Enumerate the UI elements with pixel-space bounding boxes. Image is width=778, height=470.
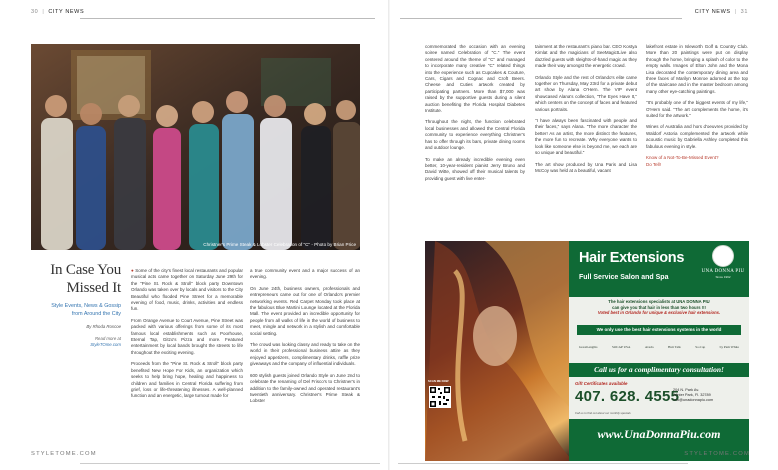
ad-phone-number[interactable]: 407. 628. 4555 [575, 388, 680, 405]
article-headline-block [27, 262, 121, 348]
right-page-header: CITY NEWS | 31 [694, 9, 748, 15]
paragraph: From Orange Avenue to Court Avenue, Pine Street was packed with various offerings from some of its most famous local establishments such as Poorhouse, Eternal Tap, Gitzo's Pizza and more. Featured entertainment by local bands brought the streets to life throughout the exciting evening. [131, 317, 243, 355]
salon-logo-icon [712, 245, 734, 267]
bullet-icon: ● [131, 268, 136, 273]
right-header-rule [400, 18, 682, 19]
right-footer: STYLETOME.COM [684, 451, 750, 457]
photo-caption: Christner's Prime Steak & Lobster Celebration of "C" - Photo by Brian Price [203, 242, 356, 247]
paragraph: 600 stylish guests joined Orlando Style on June 2nd to celebrate the renaming of Del Frisco's to Christner's in addition to the family-owned and operated restaurant's twentieth anniversary. Christner's Prime Steak & Lobster [250, 372, 360, 404]
qr-label: SCAN ME NOW [428, 379, 449, 383]
event-tip-link[interactable]: Know of a Not-To-Be-Missed Event? Do Tell! [646, 155, 719, 167]
right-page-number: 31 [740, 9, 748, 15]
brand-logo: Aveda [644, 345, 654, 349]
page-gutter [388, 0, 390, 470]
paragraph: tainment at the restaurant's piano bar. CEO Kostya Kimlat and the magicians of SeeMagictLive also dazzled guests with sleights-of-hand magic as they made their way amongst the energetic crowd. [535, 44, 637, 69]
paragraph: lakefront estate in Isleworth Golf & Country Club. More than 20 paintings were put on display through the home, bringing a splash of color to the empty walls. Images of Elton John and the Mona Lisa decorated the contemporary dining area and three faces of Marilyn Monroe adorned at the top of the staircase and in the master bedroom among many other eye-catching paintings. [646, 44, 748, 94]
ad-address: 204 N. Park Av. Winter Park, Fl. 32789 info@unadonnapiu.com [673, 388, 714, 402]
ad-body-text: The hair extensions specialists at UNA DONNA PIU can give you that hair in less than two hours !!! Voted best in Orlando for unique & exclusive hair extensions. [597, 299, 721, 316]
paragraph: "It's probably one of the biggest events of my life," O'Hern said. "The art complements the home, it's suited for the artwork." [646, 100, 748, 119]
article-column-4 [535, 44, 637, 179]
ad-gift-certificates: Gift Certificates available [575, 381, 628, 386]
ad-website-link[interactable]: www.UnaDonnaPiu.com [597, 427, 721, 441]
right-section-label: CITY NEWS [694, 9, 731, 15]
paragraph: ● Some of the city's finest local restaurants and popular musical acts came together on Saturday June 29th for the "Pine St. Rock & Stroll" block party Downtown Orlando was taken over by locals and visitors to the City Beautiful who flooded Pine Street for a memorable evening of food, music, drinks, activities and endless fun. [131, 268, 244, 312]
brand-logo: So.Cap [695, 345, 706, 349]
article-column-3 [425, 44, 525, 187]
paragraph: Proceeds from the "Pine St. Rock & Stroll" block party benefited New Hope For Kids, an organization which seeks to help bring hope, healing and happiness to children and families in Central Florida suffering from grief, loss or life-threatening illnesses. A well-planned function and an energetic, large turnout made for [131, 361, 243, 399]
read-more-label: Read more at [94, 336, 121, 342]
paragraph: The crowd was looking classy and ready to take on the world in their professional business attire as they enjoyed appetizers, complimentary drinks, raffle prize giveaways and the company of influential individuals. [250, 342, 360, 367]
brand-logo: Hair Talk [667, 345, 681, 349]
article-column-2 [250, 268, 360, 410]
left-page-header: 30 | CITY NEWS [31, 9, 85, 15]
subhead-line-1: Style Events, News & Gossip [51, 303, 121, 309]
ad-call-banner: Call us for a complimentary consultation! [569, 363, 749, 377]
ad-fine-print: Call us to find out about our monthly specials [575, 411, 631, 415]
event-photo [31, 44, 360, 250]
article-column-1 [131, 268, 243, 405]
qr-code-icon[interactable] [429, 386, 451, 408]
ad-header [569, 241, 749, 297]
headline-line-2: Missed It [66, 279, 121, 296]
left-footer: STYLETOME.COM [31, 451, 97, 457]
brand-logo: SOCAP USA [611, 345, 631, 349]
left-section-label: CITY NEWS [48, 9, 85, 15]
paragraph: a true community event and a major success of an evening. [250, 268, 360, 280]
brand-logo: by Pam White [719, 345, 739, 349]
salon-logo-since: Since 1992 [715, 275, 731, 279]
read-more-link[interactable]: StyleTOme.com [90, 342, 121, 348]
paragraph: On June 24th, business owners, professionals and entrepreneurs came out for one of Orlando's premier networking events. Red Carpet Monday took place at the fabulous Blue Martini Lounge located at the Florida Mall. The event provided an incredible opportunity for people from all walks of life in the world of business to meet, mingle and network in a stylish and comfortable social setting. [250, 285, 360, 336]
brand-logo: GreatLengths [579, 345, 598, 349]
ad-model-photo [425, 241, 573, 461]
hair-extensions-ad[interactable] [425, 241, 749, 461]
salon-logo-name: UNA DONNA PIU [701, 269, 745, 274]
subhead-line-2: from Around the City [71, 311, 121, 318]
paragraph: To make an already incredible evening even better, 10-year-resident pianist Jerry Bruno and David Witte, showed off their musical talents by providing guest with live enter- [425, 156, 525, 181]
paragraph: Throughout the night, the function celebrated local businesses and allowed the Central Florida community to experience everything Christner's has to offer through its bars, private dining rooms and outdoor lounge. [425, 119, 525, 151]
salon-logo [701, 245, 745, 293]
paragraph: The art show produced by Una Paris and Lisa McCoy was held at a beautiful, vacant [535, 161, 637, 173]
ad-subtitle: Full Service Salon and Spa [579, 274, 669, 281]
paragraph: Wines of Australia and hors d'oeuvres provided by Waldorf Astoria complemented the artwork while acoustic music by Gabriella Ashley completed this fabulous evening in style. [646, 124, 748, 149]
paragraph: Orlando Style and the rest of Orlando's elite came together on Thursday, May 23rd for a private debut art show by Alana O'Hern. The VIP event showcased Alana's collection, "The Eyes Have It," which centers on the concept of faces and featured various portraits. [535, 74, 637, 112]
ad-brand-logos [577, 339, 741, 355]
paragraph: "I have always been fascinated with people and their faces," says Alana. "The more character the better! As an artist, the more distinct the features, the more fun to recreate. Why everyone wants to look like someone else is beyond me, we each are so unique and beautiful." [535, 118, 637, 156]
ad-systems-strip: We only use the best hair extensions systems in the world [577, 325, 741, 335]
headline-line-1: In Case You [50, 262, 121, 278]
paragraph: commemorated the occasion with an evening soiree named Celebration of "C." The event centered around the theme of "C" and managed to incorporate many creative "C" related things into the experience such as Cupcakes & Couture, Cars, Cigars and Cognac and Croft Beers. Cheese and Cuties artwork created by participating partners. More than $7,000 was raised by the supportive guests during a silent auction benefiting the Florida Hospital Diabetes Institute. [425, 44, 525, 114]
article-column-5 [646, 44, 748, 168]
left-page-number: 30 [31, 9, 39, 15]
ad-title: Hair Extensions [579, 250, 685, 266]
right-footer-rule [398, 463, 688, 464]
left-footer-rule [80, 463, 380, 464]
byline: By Rhoda Roscoe [86, 324, 121, 330]
left-header-rule [80, 18, 375, 19]
ad-info-panel [569, 241, 749, 461]
